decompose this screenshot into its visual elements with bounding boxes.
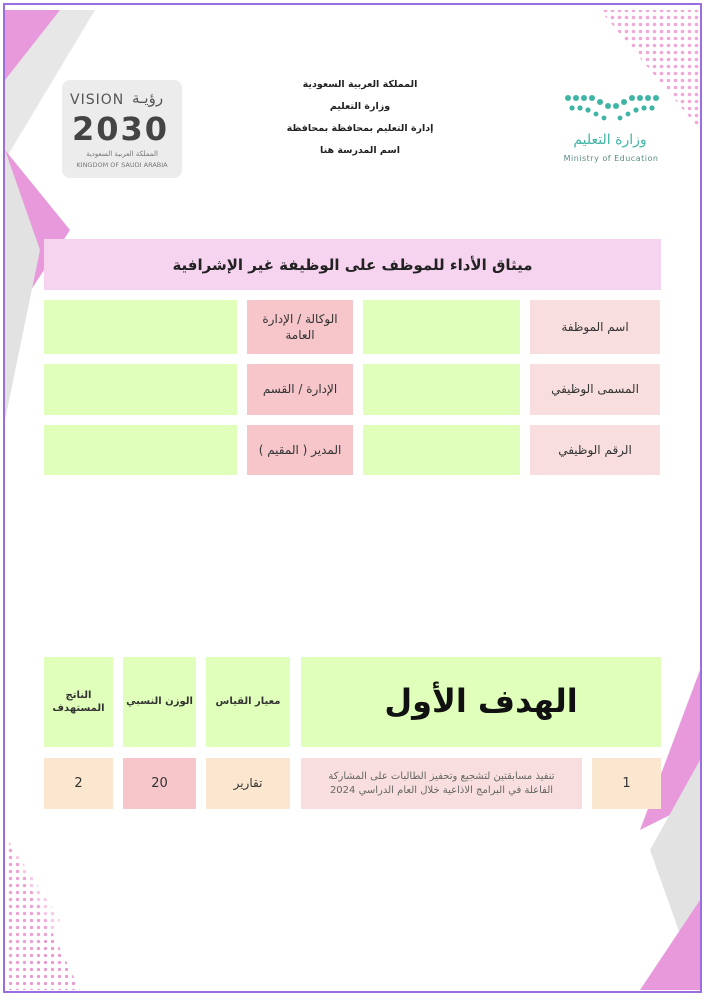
label-department: الإدارة / القسم	[247, 364, 353, 415]
vision-sub-ar: المملكة العربية السعودية	[86, 150, 158, 158]
goal-row-weight: 20	[123, 758, 196, 809]
goal-row-text: تنفيذ مسابقتين لتشجيع وتحفيز الطالبات على المشاركة الفاعلة في البرامج الاذاعية خلال العام الدراسي 2024	[301, 758, 582, 809]
field-manager[interactable]	[44, 425, 237, 475]
field-department[interactable]	[44, 364, 237, 415]
col-target-header: الناتج المستهدف	[44, 657, 113, 747]
goal-row-target: 2	[44, 758, 113, 809]
label-employee-name: اسم الموظفة	[530, 300, 660, 354]
moe-logo	[560, 92, 662, 172]
vision-ar-text: رؤيـة	[132, 89, 164, 107]
field-employee-number[interactable]	[363, 425, 520, 475]
vision-sub-en: KINGDOM OF SAUDI ARABIA	[76, 161, 168, 169]
col-measure-header: معيار القياس	[206, 657, 290, 747]
header-kingdom: المملكة العربية السعودية	[302, 79, 418, 90]
label-job-title: المسمى الوظيفي	[530, 364, 660, 415]
header-school: اسم المدرسة هنا	[320, 145, 400, 156]
moe-ar-text: وزارة التعليم	[573, 132, 647, 148]
field-job-title[interactable]	[363, 364, 520, 415]
goal-row-number: 1	[592, 758, 661, 809]
header-block	[240, 74, 480, 162]
label-employee-number: الرقم الوظيفي	[530, 425, 660, 475]
header-ministry: وزارة التعليم	[329, 101, 391, 112]
goal-heading: الهدف الأول	[301, 657, 661, 747]
page-title: ميثاق الأداء للموظف على الوظيفة غير الإشرافية	[44, 239, 661, 290]
moe-dots-icon	[562, 92, 662, 126]
field-agency[interactable]	[44, 300, 237, 354]
header-department: إدارة التعليم بمحافظة بمحافظة	[286, 123, 434, 134]
moe-en-text: Ministry of Education	[563, 154, 659, 163]
field-employee-name[interactable]	[363, 300, 520, 354]
vision-year-text: 2030	[72, 110, 170, 148]
label-manager: المدير ( المقيم )	[247, 425, 353, 475]
label-agency: الوكالة / الإدارة العامة	[247, 300, 353, 354]
col-weight-header: الوزن النسبي	[123, 657, 196, 747]
vision-2030-logo	[62, 80, 182, 178]
goal-row-measure: تقارير	[206, 758, 290, 809]
vision-en-text: VISION	[70, 92, 125, 108]
